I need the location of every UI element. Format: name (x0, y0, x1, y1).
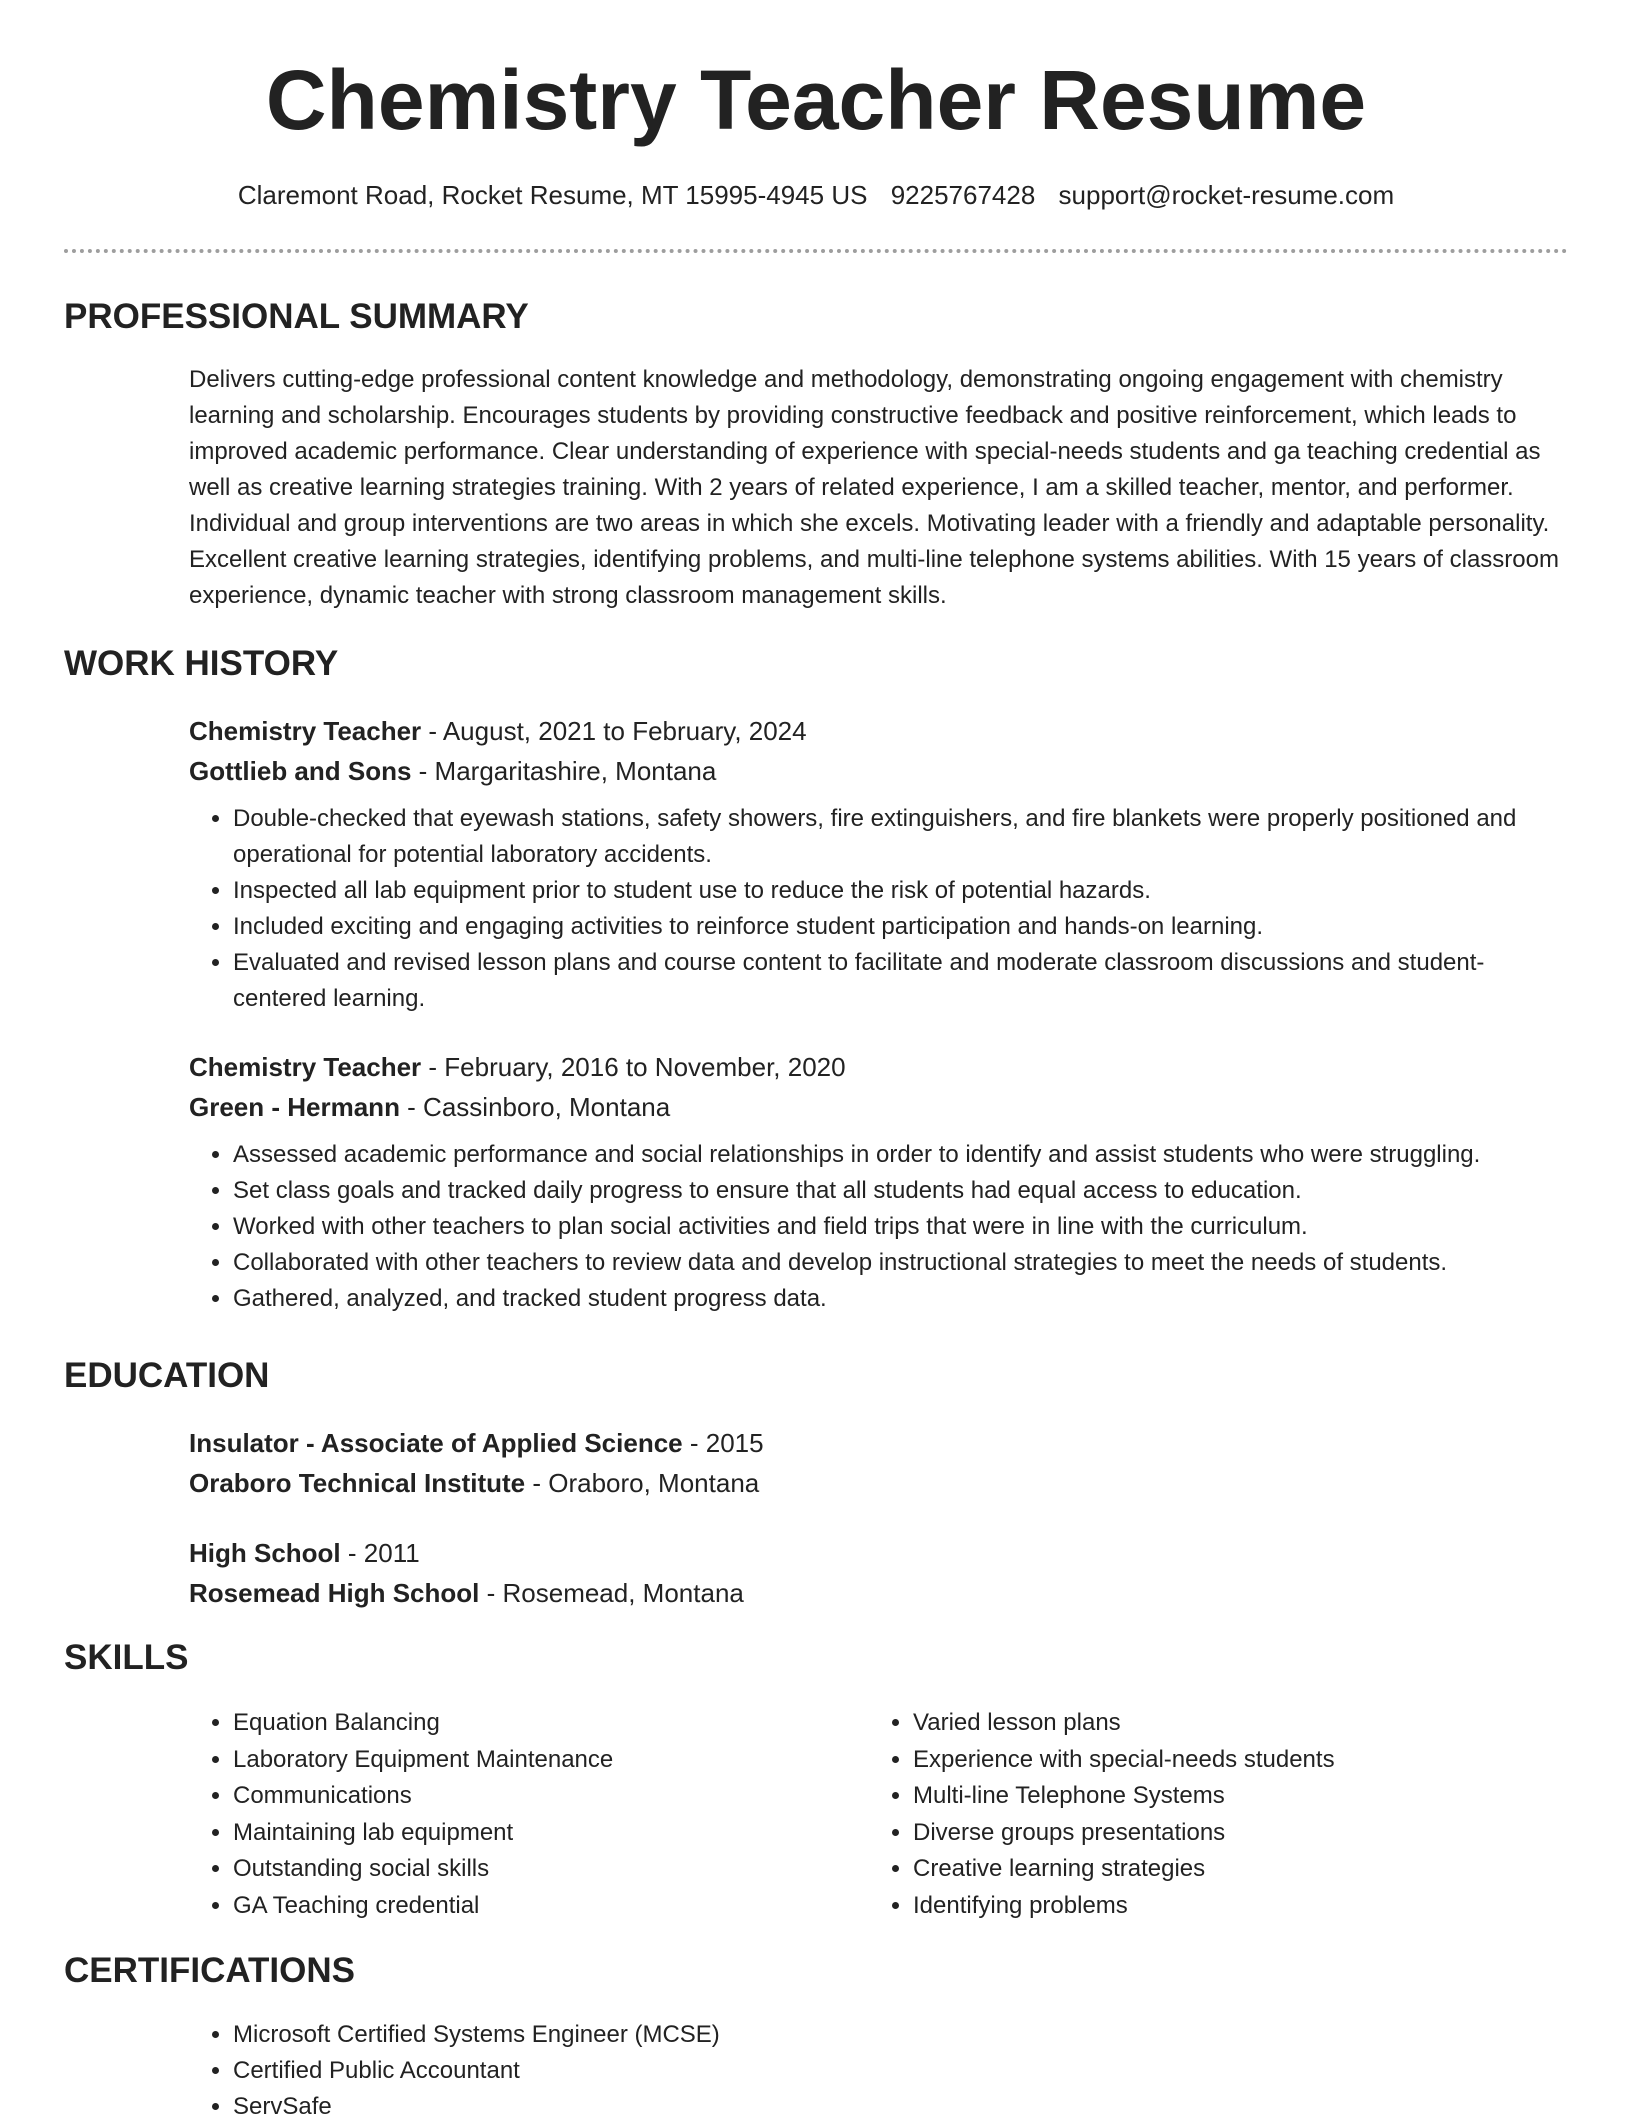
job-bullets (189, 801, 1569, 1017)
skill-item: • Maintaining lab equipment (233, 1815, 869, 1852)
job-dates: - August, 2021 to February, 2024 (421, 716, 807, 746)
education-heading: EDUCATION (64, 1356, 270, 1395)
job-bullet: • Set class goals and tracked daily progress to ensure that all students had equal access to education. (233, 1173, 1569, 1209)
job-location: - Cassinboro, Montana (399, 1092, 671, 1122)
job-bullet: • Evaluated and revised lesson plans and course content to facilitate and moderate classroom discussions and student-centered learning. (233, 945, 1569, 1017)
degree: High School (189, 1538, 341, 1568)
work-history-section (189, 711, 1569, 1317)
certifications-heading: CERTIFICATIONS (64, 1951, 356, 1990)
education-section (189, 1423, 1569, 1613)
job-entry (189, 711, 1569, 1017)
certifications-list (189, 2017, 1569, 2125)
education-entry (189, 1423, 1569, 1503)
skill-item: • Equation Balancing (233, 1705, 869, 1742)
skill-item: • Multi-line Telephone Systems (913, 1778, 1549, 1815)
skill-item: • Communications (233, 1778, 869, 1815)
school-line (189, 1573, 1569, 1613)
job-bullets (189, 1137, 1569, 1317)
job-dates: - February, 2016 to November, 2020 (421, 1052, 846, 1082)
skill-item: • Experience with special-needs students (913, 1742, 1549, 1779)
skills-heading: SKILLS (64, 1638, 189, 1677)
skill-item: • Diverse groups presentations (913, 1815, 1549, 1852)
certification-item: • ServSafe (233, 2089, 1569, 2125)
school-location: - Oraboro, Montana (525, 1468, 760, 1498)
skills-section (189, 1705, 1569, 1924)
skills-columns (189, 1705, 1569, 1924)
skill-item: • Varied lesson plans (913, 1705, 1549, 1742)
school-location: - Rosemead, Montana (479, 1578, 744, 1608)
contact-line (64, 180, 1568, 211)
skill-item: • Outstanding social skills (233, 1851, 869, 1888)
degree-year: - 2011 (340, 1538, 420, 1568)
job-location: - Margaritashire, Montana (411, 756, 717, 786)
skills-list-right (869, 1705, 1549, 1924)
job-company: Green - Hermann (189, 1092, 400, 1122)
job-bullet: • Worked with other teachers to plan social activities and field trips that were in line with the curriculum. (233, 1209, 1569, 1245)
degree-year: - 2015 (682, 1428, 764, 1458)
certification-item: • Certified Public Accountant (233, 2053, 1569, 2089)
summary-section (189, 362, 1569, 614)
contact-phone: 9225767428 (890, 180, 1036, 210)
education-entry (189, 1533, 1569, 1613)
contact-email: support@rocket-resume.com (1058, 180, 1395, 210)
job-title: Chemistry Teacher (189, 1052, 422, 1082)
job-entry (189, 1047, 1569, 1317)
skills-list-left (189, 1705, 869, 1924)
job-title-line (189, 711, 1569, 751)
resume-title: Chemistry Teacher Resume (265, 53, 1367, 147)
job-bullet: • Inspected all lab equipment prior to student use to reduce the risk of potential hazards. (233, 873, 1569, 909)
job-bullet: • Included exciting and engaging activities to reinforce student participation and hands-on learning. (233, 909, 1569, 945)
job-title-line (189, 1047, 1569, 1087)
header-divider (64, 249, 1568, 253)
degree-line (189, 1533, 1569, 1573)
job-company-line (189, 751, 1569, 791)
job-bullet: • Double-checked that eyewash stations, safety showers, fire extinguishers, and fire blankets were properly positioned and operational for potential laboratory accidents. (233, 801, 1569, 873)
job-company-line (189, 1087, 1569, 1127)
skill-item: • Creative learning strategies (913, 1851, 1549, 1888)
job-bullet: • Gathered, analyzed, and tracked student progress data. (233, 1281, 1569, 1317)
skill-item: • Identifying problems (913, 1888, 1549, 1925)
school: Rosemead High School (189, 1578, 480, 1608)
work-history-heading: WORK HISTORY (64, 644, 339, 683)
job-company: Gottlieb and Sons (189, 756, 412, 786)
job-bullet: • Collaborated with other teachers to review data and develop instructional strategies to meet the needs of students. (233, 1245, 1569, 1281)
job-bullet: • Assessed academic performance and social relationships in order to identify and assist students who were struggling. (233, 1137, 1569, 1173)
certifications-section (189, 2017, 1569, 2125)
contact-address: Claremont Road, Rocket Resume, MT 15995-4945 US (237, 180, 868, 210)
degree-line (189, 1423, 1569, 1463)
skill-item: • Laboratory Equipment Maintenance (233, 1742, 869, 1779)
school-line (189, 1463, 1569, 1503)
degree: Insulator - Associate of Applied Science (189, 1428, 683, 1458)
school: Oraboro Technical Institute (189, 1468, 526, 1498)
summary-heading: PROFESSIONAL SUMMARY (64, 297, 529, 336)
summary-text: Delivers cutting-edge professional content knowledge and methodology, demonstrating ongoing engagement with chemistry learning and scholarship. Encourages students by providing constructive feedback and positive reinforcement, which leads to improved academic performance. Clear understanding of experience with special-needs students and ga teaching credential as well as creative learning strategies training. With 2 years of related experience, I am a skilled teacher, mentor, and performer. Individual and group interventions are two areas in which she excels. Motivating leader with a friendly and adaptable personality. Excellent creative learning strategies, identifying problems, and multi-line telephone systems abilities. With 15 years of classroom experience, dynamic teacher with strong classroom management skills. (189, 366, 1559, 609)
certification-item: • Microsoft Certified Systems Engineer (MCSE) (233, 2017, 1569, 2053)
job-title: Chemistry Teacher (189, 716, 422, 746)
skill-item: • GA Teaching credential (233, 1888, 869, 1925)
